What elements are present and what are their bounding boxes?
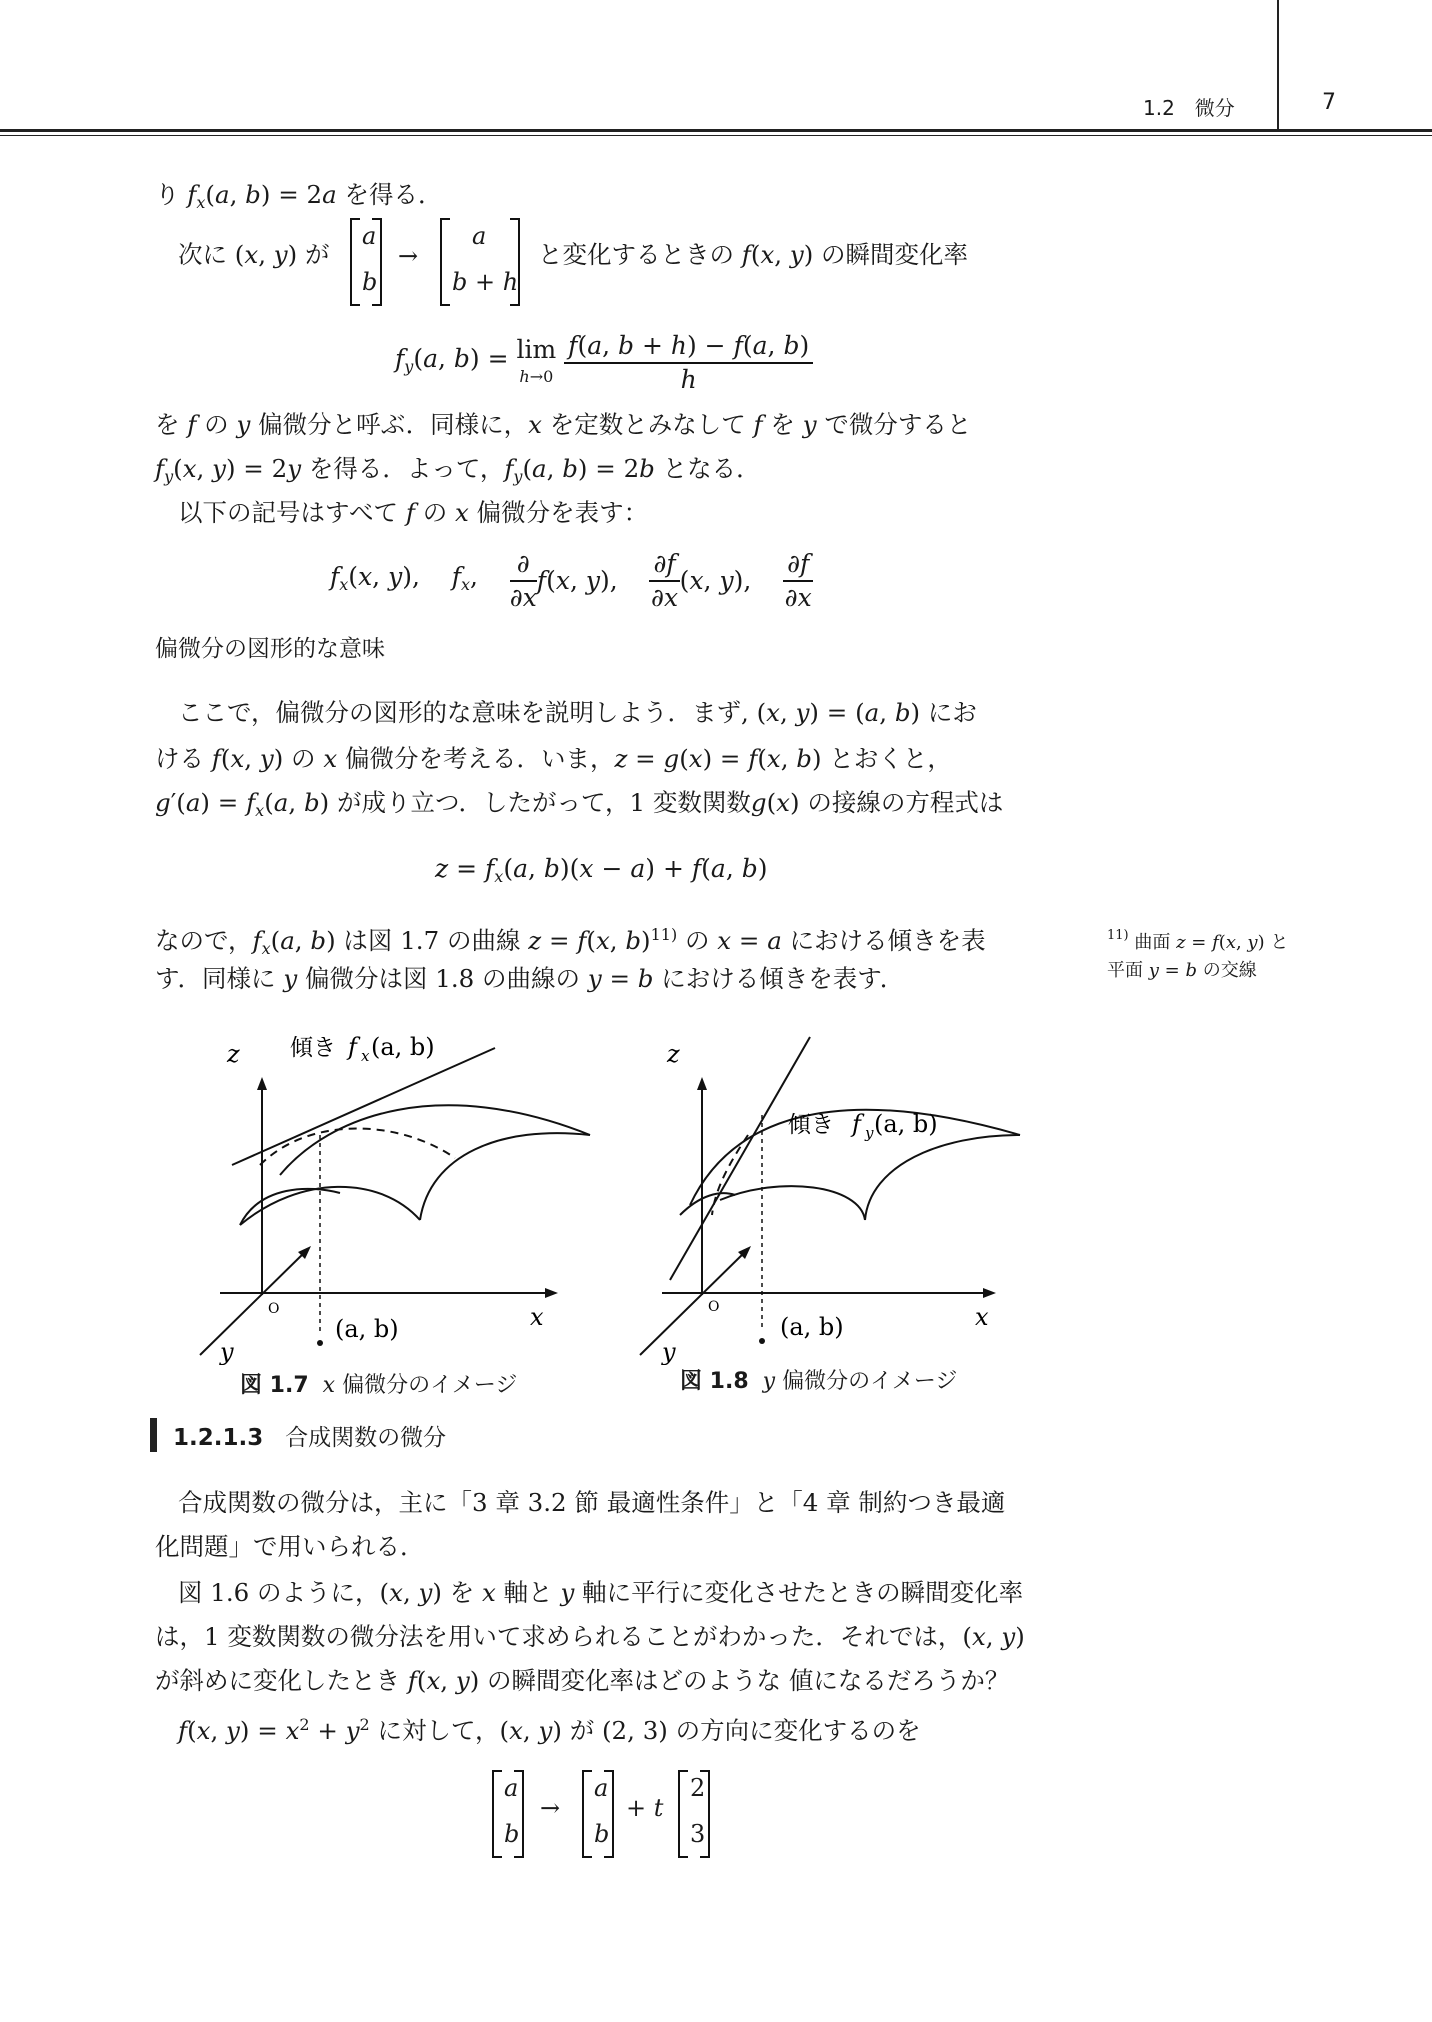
fig2-slope-f: f (852, 1110, 861, 1138)
figure-1-8-caption: 図 1.8 y 偏微分のイメージ (680, 1369, 958, 1394)
equation-fy-limit: $f_y(a$, b) = lim h→0 $\frac{f(a, b + h) - f(a, b)}{h}$ (395, 330, 813, 396)
surface-top-edge (280, 1105, 590, 1175)
matrix-bracket (372, 218, 382, 306)
point-ab (759, 1338, 765, 1344)
section-line-5: が斜めに変化したとき f(x, y) の瞬間変化率はどのような 値になるだろうか？ (155, 1666, 1010, 1695)
text-line-3: を f の y 偏微分と呼ぶ．同様に，x を定数とみなして f を y で微分すると (155, 410, 972, 439)
text-line-7: ける f(x, y) の x 偏微分を考える．いま，z = g(x) = f(x, b) とおくと， (155, 744, 952, 773)
matrix-bracket (700, 1770, 710, 1858)
header-rule (0, 129, 1432, 132)
point-ab (317, 1340, 323, 1346)
fig1-origin-label: O (268, 1301, 280, 1317)
text-line-4: $f_y(x$, y) = 2y を得る．よって，$f_y(a$, b) = 2b となる． (155, 454, 761, 486)
section-heading: 1.2.1.3 合成関数の微分 (173, 1425, 447, 1451)
text-line-2: 次に (x, y) が (178, 240, 330, 269)
fig2-slope-label: 傾き (788, 1112, 834, 1138)
footnote: $^{11)}$ 曲面 z = f(x, y) と 平面 y = b の交線 (1107, 928, 1289, 981)
fig1-x-label: x (530, 1303, 544, 1331)
y-axis (640, 1250, 747, 1355)
section-curve (260, 1128, 455, 1165)
matrix-bracket (510, 218, 520, 306)
section-heading-bar (150, 1418, 157, 1452)
matrix-bracket (582, 1770, 592, 1858)
surface-left-edge (240, 1189, 340, 1225)
fig1-y-label: y (220, 1338, 234, 1365)
surface-front-edge (720, 1186, 865, 1220)
surface-front-edge (240, 1187, 420, 1225)
text-line-1: り $f_x(a$, b) = 2a を得る． (155, 180, 443, 212)
running-head: 1.2 微分 (1143, 96, 1235, 120)
matrix-bracket (492, 1770, 502, 1858)
fig1-point-label: (a, b) (335, 1315, 399, 1343)
equation-tangent: $z = f_x(a$, b)(x − a) + f(a, b) (435, 854, 768, 886)
fig2-point-label: (a, b) (780, 1313, 844, 1341)
equation-notations: $f_x(x$, y), $f_x$, $\frac{\partial}{\partial x}$ f(x, y), $\frac{\partial f}{\partial x}$ (x, y), $\frac{\partial f}{\partial x}$ (330, 549, 812, 612)
fig1-slope-sub: x (361, 1047, 370, 1065)
figure-1-7-diagram (180, 1025, 600, 1365)
surface-right-edge (865, 1135, 1020, 1220)
matrix-bracket (604, 1770, 614, 1858)
figure-1-7-caption: 図 1.7 x 偏微分のイメージ (240, 1373, 518, 1398)
matrix-bracket (514, 1770, 524, 1858)
fig2-z-label: z (667, 1040, 680, 1068)
figure-1-8-diagram (620, 1025, 1040, 1365)
text-line-9: なので，$f_x(a$, b) は図 1.7 の曲線 z = f(x, b)$^{11)}$ の x = a における傾きを表 (155, 925, 986, 958)
text-line-5: 以下の記号はすべて f の x 偏微分を表す： (178, 498, 649, 527)
fig2-y-label: y (662, 1338, 676, 1365)
matrix-bracket (350, 218, 360, 306)
subheading-meaning: 偏微分の図形的な意味 (155, 636, 385, 662)
fig2-origin-label: O (708, 1299, 720, 1315)
section-line-3: 図 1.6 のように，(x, y) を x 軸と y 軸に平行に変化させたときの瞬間変化率 (178, 1578, 1024, 1607)
text-line-8: $g'(a) = f_x(a$, b) が成り立つ．したがって，1 変数関数g(x) の接線の方程式は (155, 788, 1004, 820)
matrix-bracket (440, 218, 450, 306)
matrix-bracket (678, 1770, 688, 1858)
section-line-4: は，1 変数関数の微分法を用いて求められることがわかった．それでは，(x, y) (155, 1622, 1025, 1651)
tangent-line (670, 1037, 810, 1280)
text-line-6: ここで，偏微分の図形的な意味を説明しよう．まず, (x, y) = (a, b) にお (178, 698, 977, 727)
text-line-2b: と変化するときの f(x, y) の瞬間変化率 (538, 240, 969, 269)
fig1-slope-args: (a, b) (371, 1033, 435, 1061)
tangent-line (232, 1048, 495, 1165)
fig1-slope-label: 傾き (290, 1035, 336, 1061)
section-line-2: 化問題」で用いられる． (155, 1532, 425, 1561)
header-vertical-rule (1277, 0, 1279, 129)
surface-right-edge (420, 1133, 590, 1220)
y-axis (200, 1250, 307, 1355)
section-line-1: 合成関数の微分は，主に「3 章 3.2 節 最適性条件」と「4 章 制約つき最適 (178, 1488, 1006, 1517)
header-rule-thin (0, 135, 1432, 136)
page-number: 7 (1322, 90, 1336, 115)
fig2-slope-sub: y (865, 1124, 874, 1142)
fig2-x-label: x (975, 1303, 989, 1331)
section-line-6: f(x, $y) = x^2 + y^2$ に対して，(x, y) が (2, 3) の方向に変化するのを (178, 1715, 921, 1745)
text-line-10: す．同様に y 偏微分は図 1.8 の曲線の y = b における傾きを表す． (155, 964, 905, 993)
fig1-z-label: z (227, 1040, 240, 1068)
fig1-slope-f: f (348, 1033, 357, 1061)
fig2-slope-args: (a, b) (874, 1110, 938, 1138)
